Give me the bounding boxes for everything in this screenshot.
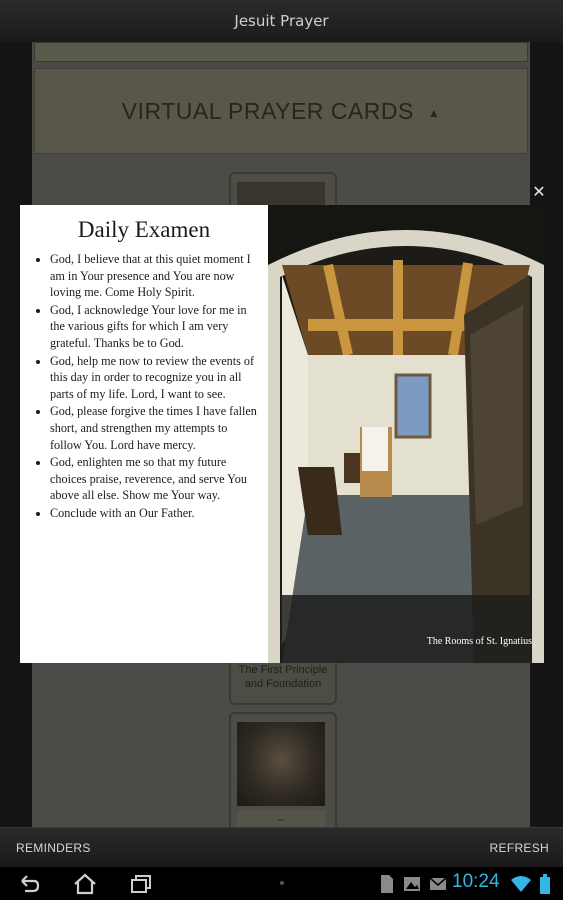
card-label-line1: The First Principle (238, 664, 328, 676)
refresh-button[interactable]: REFRESH (489, 841, 549, 855)
prayer-steps-list (20, 251, 268, 522)
dialog-title: Daily Examen (77, 217, 211, 242)
section-title: VIRTUAL PRAYER CARDS (121, 98, 414, 124)
prayer-step: • God, enlighten me so that my future choices praise, reverence, and serve You above all else. Show me Your way. (50, 454, 260, 504)
rooms-photo-image (268, 205, 544, 663)
prayer-text-panel (20, 205, 268, 663)
card-label-line2: and Foundation (244, 678, 322, 690)
prayer-card-portrait[interactable] (229, 712, 337, 827)
back-icon[interactable] (16, 872, 42, 896)
bottom-action-bar (0, 827, 563, 868)
recent-apps-icon[interactable] (128, 872, 154, 896)
prayer-step: • God, I acknowledge Your love for me in the various gifts for which I am very grateful. Thanks be to God. (50, 302, 260, 352)
card-label (231, 663, 335, 691)
prayer-step: • Conclude with an Our Father. (50, 505, 260, 522)
mail-icon (428, 872, 448, 896)
status-clock: 10:24 (452, 871, 500, 892)
indicator-dot-icon (280, 881, 284, 885)
image-icon (402, 872, 422, 896)
file-icon (378, 872, 396, 896)
battery-icon (538, 872, 552, 896)
prayer-card-dialog (20, 205, 544, 663)
prayer-step: • God, I believe that at this quiet moment I am in Your presence and You are now loving me. Come Holy Spirit. (50, 251, 260, 301)
prayer-step: • God, please forgive the times I have fallen short, and strengthen my attempts to follow You. Lord have mercy. (50, 403, 260, 453)
top-card-strip[interactable] (34, 42, 528, 62)
rooms-photo (268, 205, 544, 663)
signature-image: ~ (237, 810, 325, 827)
app-title-bar (0, 0, 563, 43)
prayer-step: • God, help me now to review the events of this day in order to recognize you in all parts of my life. Lord, I want to see. (50, 353, 260, 403)
system-navigation-bar (0, 867, 563, 900)
app-title: Jesuit Prayer (234, 12, 329, 30)
close-icon[interactable]: ✕ (532, 182, 546, 201)
saint-portrait-image (237, 722, 325, 806)
section-header[interactable] (34, 68, 528, 154)
wifi-icon (510, 872, 532, 896)
home-icon[interactable] (72, 872, 98, 896)
reminders-button[interactable]: REMINDERS (16, 841, 91, 855)
photo-caption: The Rooms of St. Ignatius (426, 636, 532, 647)
triangle-up-icon: ▲ (427, 105, 441, 120)
